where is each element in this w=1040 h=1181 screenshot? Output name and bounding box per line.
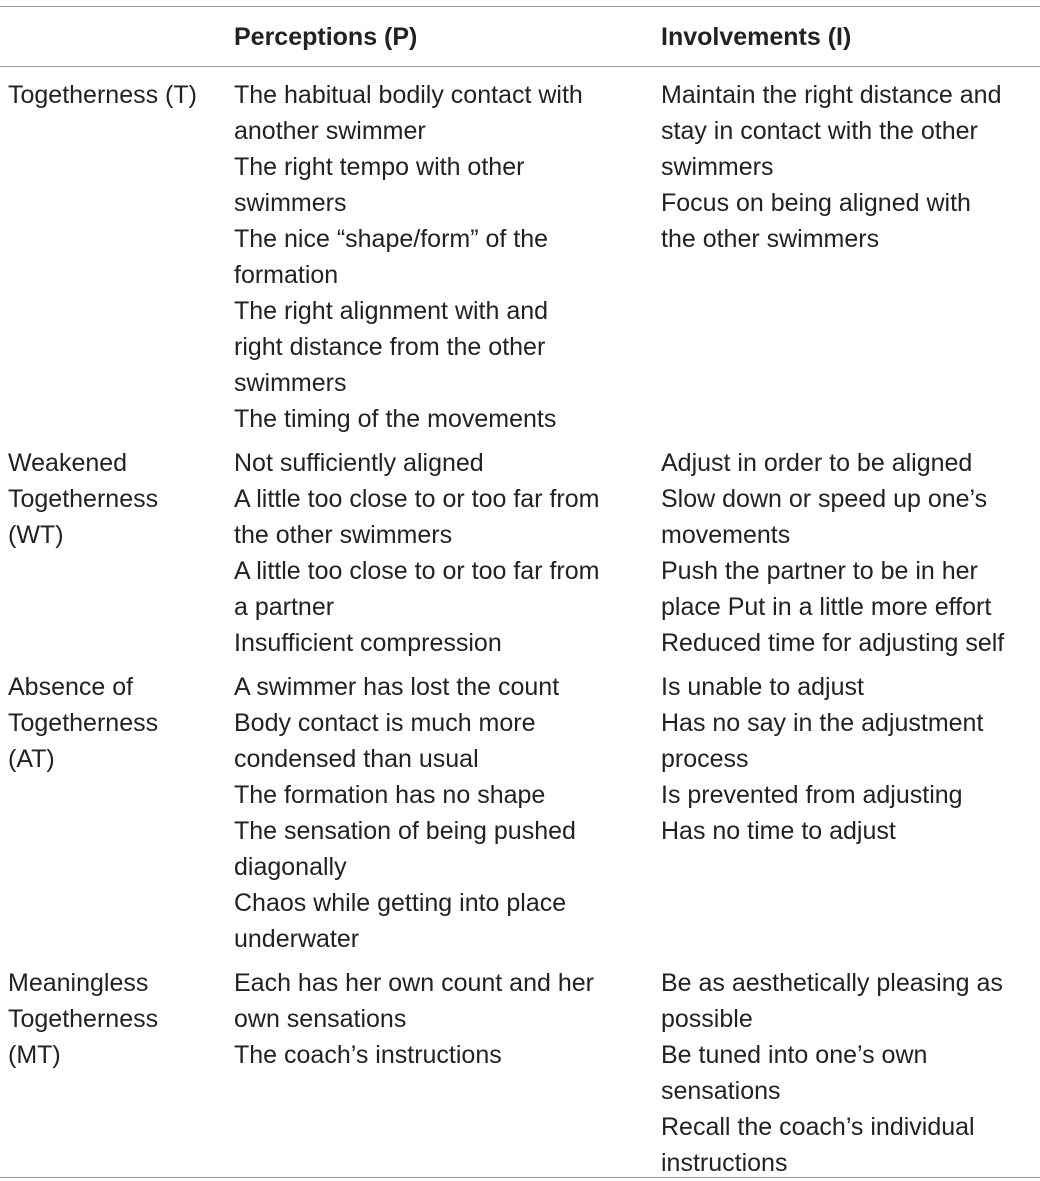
perception-line: own sensations [234,1005,407,1033]
involvement-line: process [661,745,749,773]
involvement-line: Push the partner to be in her [661,557,978,585]
perception-line: underwater [234,925,360,953]
row-absence-involvements [661,669,1040,849]
involvement-line: Be tuned into one’s own [661,1041,928,1069]
perception-line: The sensation of being pushed [234,817,576,845]
perception-line: the other swimmers [234,521,453,549]
table-bottom-rule [0,1177,1040,1178]
perception-line: another swimmer [234,117,426,145]
row-weakened-perceptions [234,445,644,661]
perception-line: A little too close to or too far from [234,557,600,585]
involvement-line: Maintain the right distance and [661,81,1002,109]
category-line: (WT) [8,521,64,549]
table-header-rule [0,66,1040,67]
perception-line: right distance from the other [234,333,546,361]
perception-line: The right alignment with and [234,297,549,325]
involvement-line: Be as aesthetically pleasing as [661,969,1003,997]
category-line: Togetherness [8,1005,159,1033]
perception-line: condensed than usual [234,745,479,773]
row-togetherness-perceptions [234,77,644,437]
header-perceptions: Perceptions (P) [234,23,418,51]
involvement-line: possible [661,1005,753,1033]
involvement-line: sensations [661,1077,781,1105]
involvement-line: swimmers [661,153,774,181]
row-weakened-category [8,445,223,553]
involvement-line: Has no say in the adjustment [661,709,984,737]
perception-line: Chaos while getting into place [234,889,567,917]
row-togetherness-involvements [661,77,1040,257]
involvement-line: Recall the coach’s individual [661,1113,975,1141]
involvement-line: Is unable to adjust [661,673,864,701]
involvement-line: movements [661,521,791,549]
row-absence-perceptions [234,669,644,957]
perception-line: diagonally [234,853,347,881]
category-line: (AT) [8,745,55,773]
table-top-rule [0,6,1040,7]
row-meaningless-involvements [661,965,1040,1181]
perception-line: Each has her own count and her [234,969,594,997]
category-line: Absence of [8,673,134,701]
perception-line: The right tempo with other [234,153,525,181]
category-line: Weakened [8,449,128,477]
category-line: (MT) [8,1041,61,1069]
involvement-line: Focus on being aligned with [661,189,971,217]
perception-line: The formation has no shape [234,781,546,809]
involvement-line: the other swimmers [661,225,880,253]
perception-line: Insufficient compression [234,629,502,657]
involvement-line: Is prevented from adjusting [661,781,963,809]
row-meaningless-perceptions [234,965,644,1073]
category-line: Togetherness (T) [8,81,197,109]
involvement-line: stay in contact with the other [661,117,978,145]
involvement-line: place Put in a little more effort [661,593,992,621]
perception-line: A swimmer has lost the count [234,673,560,701]
category-line: Togetherness [8,709,159,737]
perception-line: Not sufficiently aligned [234,449,484,477]
perception-line: Body contact is much more [234,709,536,737]
row-meaningless-category [8,965,223,1073]
perception-line: The timing of the movements [234,405,557,433]
row-absence-category [8,669,223,777]
header-involvements: Involvements (I) [661,23,852,51]
row-togetherness-category [8,77,223,113]
involvement-line: Slow down or speed up one’s [661,485,988,513]
perception-line: A little too close to or too far from [234,485,600,513]
perception-line: formation [234,261,339,289]
involvement-line: Reduced time for adjusting self [661,629,1005,657]
perception-line: The coach’s instructions [234,1041,502,1069]
perception-line: swimmers [234,369,347,397]
involvement-line: instructions [661,1149,788,1177]
involvement-line: Adjust in order to be aligned [661,449,973,477]
perception-line: a partner [234,593,335,621]
perception-line: The nice “shape/form” of the [234,225,549,253]
perception-line: swimmers [234,189,347,217]
category-line: Meaningless [8,969,149,997]
category-line: Togetherness [8,485,159,513]
perception-line: The habitual bodily contact with [234,81,583,109]
involvement-line: Has no time to adjust [661,817,896,845]
row-weakened-involvements [661,445,1040,661]
